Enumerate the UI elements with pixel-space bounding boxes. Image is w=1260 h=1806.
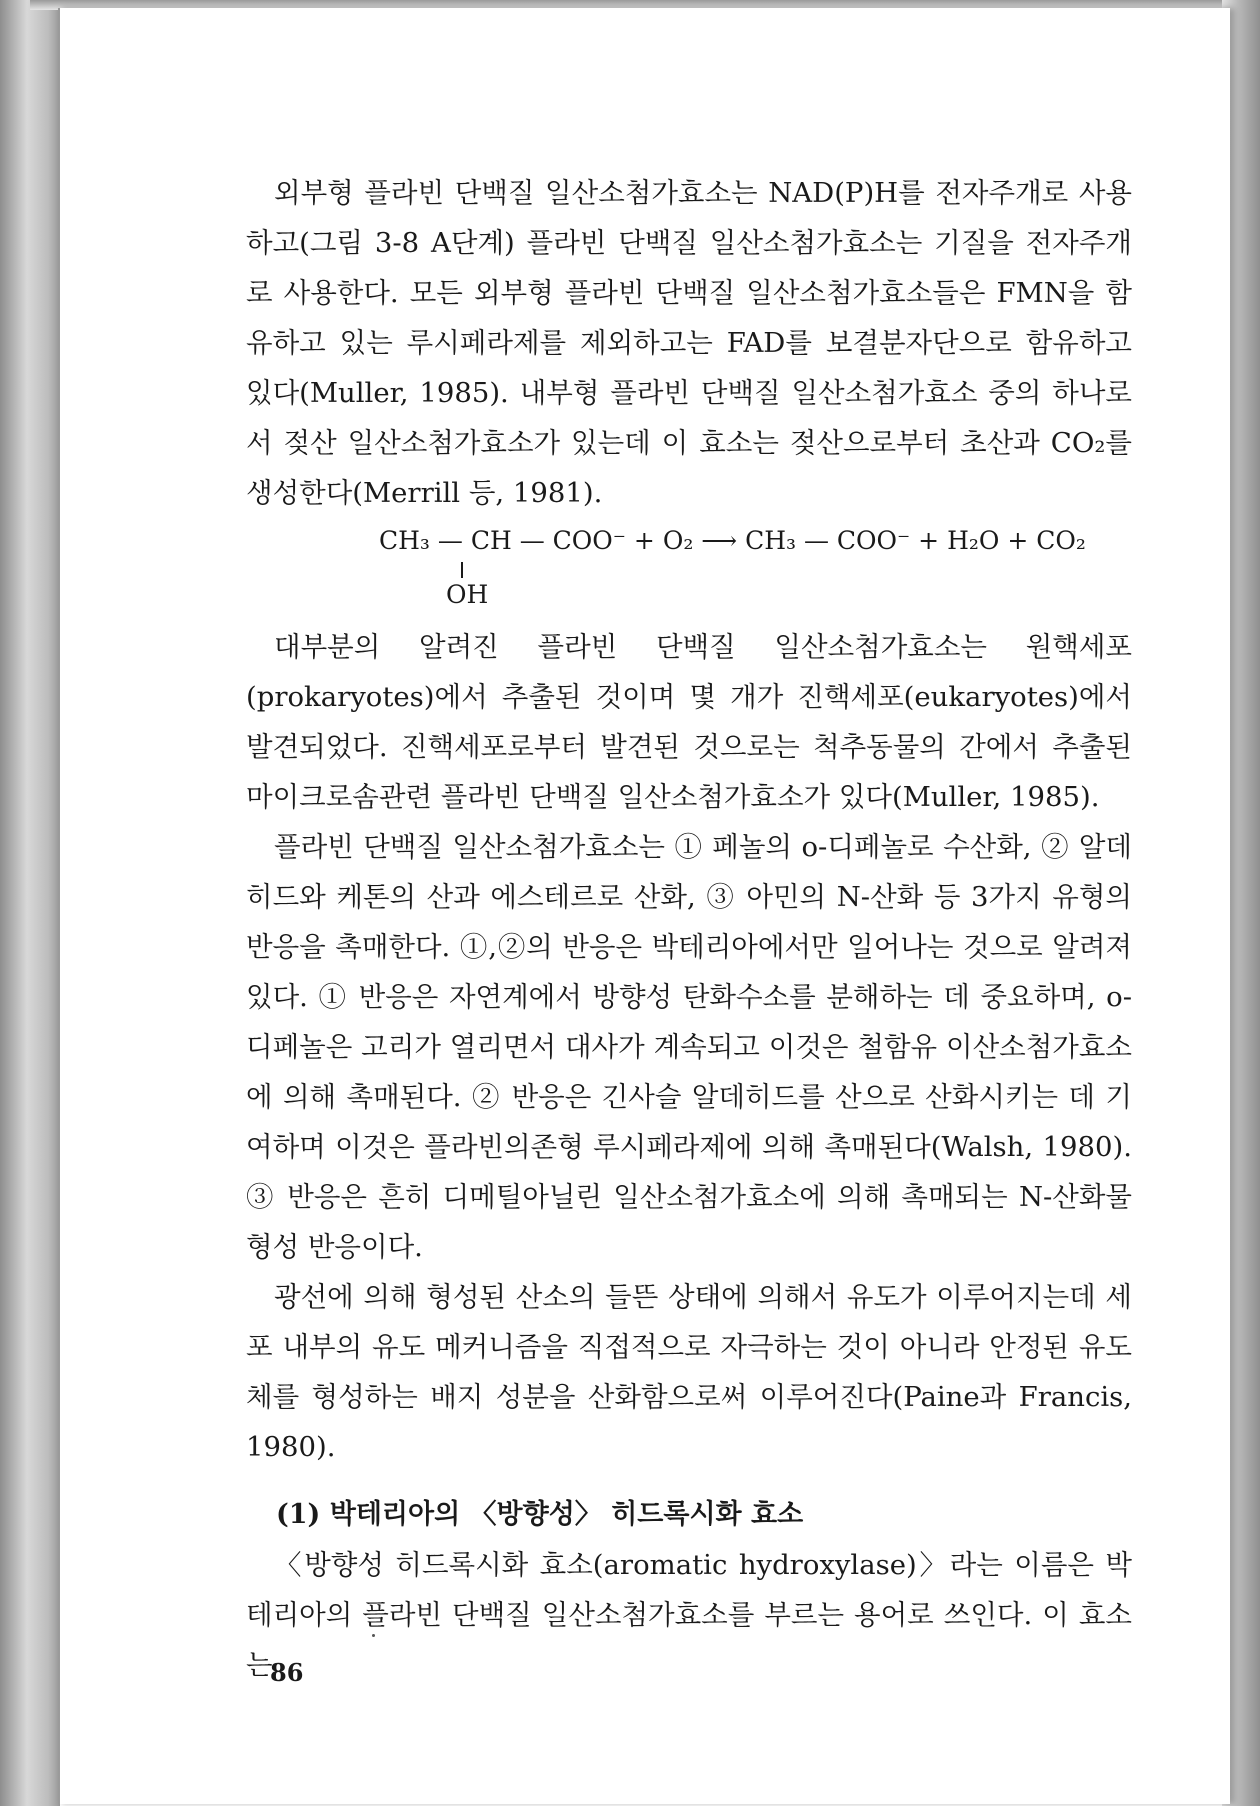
paragraph-2: 대부분의 알려진 플라빈 단백질 일산소첨가효소는 원핵세포(prokaryotes)에서 추출된 것이며 몇 개가 진핵세포(eukaryotes)에서 발견되었다. 진핵세포로부터 발견된 것으로는 척추동물의 간에서 추출된 마이크로솜관련 플라빈 단백질 일산소첨가효소가 있다(Muller, 1985). xyxy=(246,631,1132,813)
chemical-equation xyxy=(246,516,1132,620)
equation-main: CH₃ — CH — COO⁻ + O₂ ⟶ CH₃ — COO⁻ + H₂O + CO₂ xyxy=(379,526,1086,555)
paragraph-1: 외부형 플라빈 단백질 일산소첨가효소는 NAD(P)H를 전자주개로 사용하고(그림 3-8 A단계) 플라빈 단백질 일산소첨가효소는 기질을 전자주개로 사용한다. 모든 외부형 플라빈 단백질 일산소첨가효소들은 FMN을 함유하고 있는 루시페라제를 제외하고는 FAD를 보결분자단으로 함유하고 있다(Muller, 1985). 내부형 플라빈 단백질 일산소첨가효소 중의 하나로서 젖산 일산소첨가효소가 있는데 이 효소는 젖산으로부터 초산과 CO₂를 생성한다(Merrill 등, 1981). xyxy=(246,177,1132,509)
page-number: 86 xyxy=(270,1658,304,1687)
equation-hydroxyl: OH xyxy=(446,580,489,609)
equation-bond xyxy=(461,562,463,578)
paragraph-4: 광선에 의해 형성된 산소의 들뜬 상태에 의해서 유도가 이루어지는데 세포 내부의 유도 메커니즘을 직접적으로 자극하는 것이 아니라 안정된 유도체를 형성하는 배지 성분을 산화함으로써 이루어진다(Paine과 Francis, 1980). xyxy=(246,1281,1132,1463)
section-heading: (1) 박테리아의 〈방향성〉 히드록시화 효소 xyxy=(276,1499,804,1530)
paragraph-5: 〈방향성 히드록시화 효소(aromatic hydroxylase)〉라는 이름은 박테리아의 플라빈 단백질 일산소첨가효소를 부르는 용어로 쓰인다. 이 효소는 xyxy=(246,1549,1132,1681)
book-spine-edge xyxy=(0,0,60,1806)
print-speck xyxy=(372,1634,375,1637)
page-content xyxy=(246,168,1132,1690)
paragraph-3: 플라빈 단백질 일산소첨가효소는 ① 페놀의 o-디페놀로 수산화, ② 알데히드와 케톤의 산과 에스테르로 산화, ③ 아민의 N-산화 등 3가지 유형의 반응을 촉매한다. ①,②의 반응은 박테리아에서만 일어나는 것으로 알려져 있다. ① 반응은 자연계에서 방향성 탄화수소를 분해하는 데 중요하며, o-디페놀은 고리가 열리면서 대사가 계속되고 이것은 철함유 이산소첨가효소에 의해 촉매된다. ② 반응은 긴사슬 알데히드를 산으로 산화시키는 데 기여하며 이것은 플라빈의존형 루시페라제에 의해 촉매된다(Walsh, 1980). ③ 반응은 흔히 디메틸아닐린 일산소첨가효소에 의해 촉매되는 N-산화물 형성 반응이다. xyxy=(246,831,1132,1263)
